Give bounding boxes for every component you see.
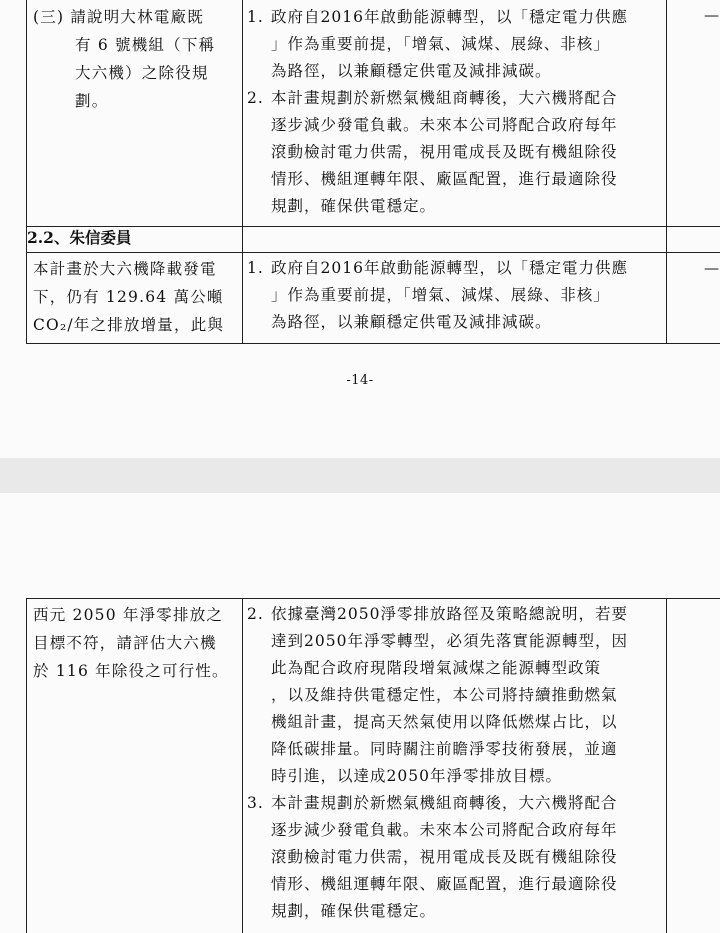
answer-line: 」作為重要前提，「增氣、減煤、展綠、非核」 (271, 286, 610, 304)
item-number: 1. (247, 8, 264, 26)
answer-line: 滾動檢討電力供需，視用電成長及既有機組除役 (271, 848, 618, 866)
question-line: 有 6 號機組（下稱 (75, 36, 216, 54)
question-cell (27, 599, 243, 933)
answer-cell (243, 0, 667, 227)
section-title: 2.2、朱信委員 (27, 227, 243, 253)
answer-line: 降低碳排量。同時關注前瞻淨零技術發展，並適 (271, 740, 618, 758)
answer-line: 依據臺灣2050淨零排放路徑及策略總說明，若要 (271, 605, 628, 623)
question-line: 目標不符，請評估大六機 (33, 634, 217, 652)
answer-line: 政府自2016年啟動能源轉型，以「穩定電力供應 (271, 8, 628, 26)
question-line: 劃。 (75, 92, 109, 110)
question-line: 西元 2050 年淨零排放之 (33, 606, 224, 624)
remark-cell (667, 599, 720, 933)
item-number: 2. (247, 605, 264, 623)
answer-line: 逐步減少發電負載。未來本公司將配合政府每年 (271, 116, 618, 134)
table-row (27, 599, 720, 933)
remark-dash: — (704, 259, 719, 277)
answer-item (247, 790, 662, 925)
response-table (26, 598, 720, 933)
answer-line: 為路徑，以兼顧穩定供電及減排減碳。 (271, 62, 552, 80)
table-row (27, 253, 720, 344)
answer-line: 時引進，以達成2050年淨零排放目標。 (271, 767, 562, 785)
question-line: 本計畫於大六機降載發電 (33, 260, 217, 278)
page-number: -14- (346, 373, 374, 388)
answer-line: ，以及維持供電穩定性，本公司將持續推動燃氣 (271, 686, 618, 704)
answer-line: 」作為重要前提，「增氣、減煤、展綠、非核」 (271, 35, 610, 53)
response-table (26, 0, 720, 344)
section-row (27, 227, 720, 253)
answer-cell (243, 599, 667, 933)
answer-line: 本計畫規劃於新燃氣機組商轉後，大六機將配合 (271, 794, 618, 812)
answer-item (247, 255, 662, 336)
section-blank-cell (243, 227, 667, 253)
item-number: 1. (247, 259, 264, 277)
answer-line: 規劃，確保供電穩定。 (271, 197, 437, 215)
section-blank-cell (667, 227, 720, 253)
answer-line: 此為配合政府現階段增氣減煤之能源轉型政策 (271, 659, 602, 677)
remark-cell (667, 0, 720, 227)
question-cell (27, 253, 243, 344)
question-line: 於 116 年除役之可行性。 (33, 662, 229, 680)
answer-item (247, 85, 662, 220)
answer-line: 情形、機組運轉年限、廠區配置，進行最適除役 (271, 170, 618, 188)
document-page-14 (0, 0, 720, 458)
question-cell (27, 0, 243, 227)
answer-line: 逐步減少發電負載。未來本公司將配合政府每年 (271, 821, 618, 839)
answer-line: 滾動檢討電力供需，視用電成長及既有機組除役 (271, 143, 618, 161)
answer-line: 為路徑，以兼顧穩定供電及減排減碳。 (271, 313, 552, 331)
question-line: 下，仍有 129.64 萬公噸 (33, 288, 224, 306)
answer-line: 本計畫規劃於新燃氣機組商轉後，大六機將配合 (271, 89, 618, 107)
answer-item (247, 601, 662, 790)
answer-line: 機組計畫，提高天然氣使用以降低燃煤占比，以 (271, 713, 618, 731)
answer-line: 規劃，確保供電穩定。 (271, 902, 437, 920)
answer-cell (243, 253, 667, 344)
answer-line: 政府自2016年啟動能源轉型，以「穩定電力供應 (271, 259, 628, 277)
remark-cell (667, 253, 720, 344)
remark-dash: — (704, 6, 719, 24)
answer-item (247, 4, 662, 85)
answer-line: 情形、機組運轉年限、廠區配置，進行最適除役 (271, 875, 618, 893)
table-row (27, 0, 720, 227)
question-line: 大六機）之除役規 (75, 64, 209, 82)
question-line: CO₂/年之排放增量，此與 (33, 316, 225, 334)
document-page-15 (0, 493, 720, 933)
item-number: 2. (247, 89, 264, 107)
item-number: 3. (247, 794, 264, 812)
question-line: (三) 請說明大林電廠既 (33, 8, 204, 26)
answer-line: 達到2050年淨零轉型，必須先落實能源轉型，因 (271, 632, 628, 650)
